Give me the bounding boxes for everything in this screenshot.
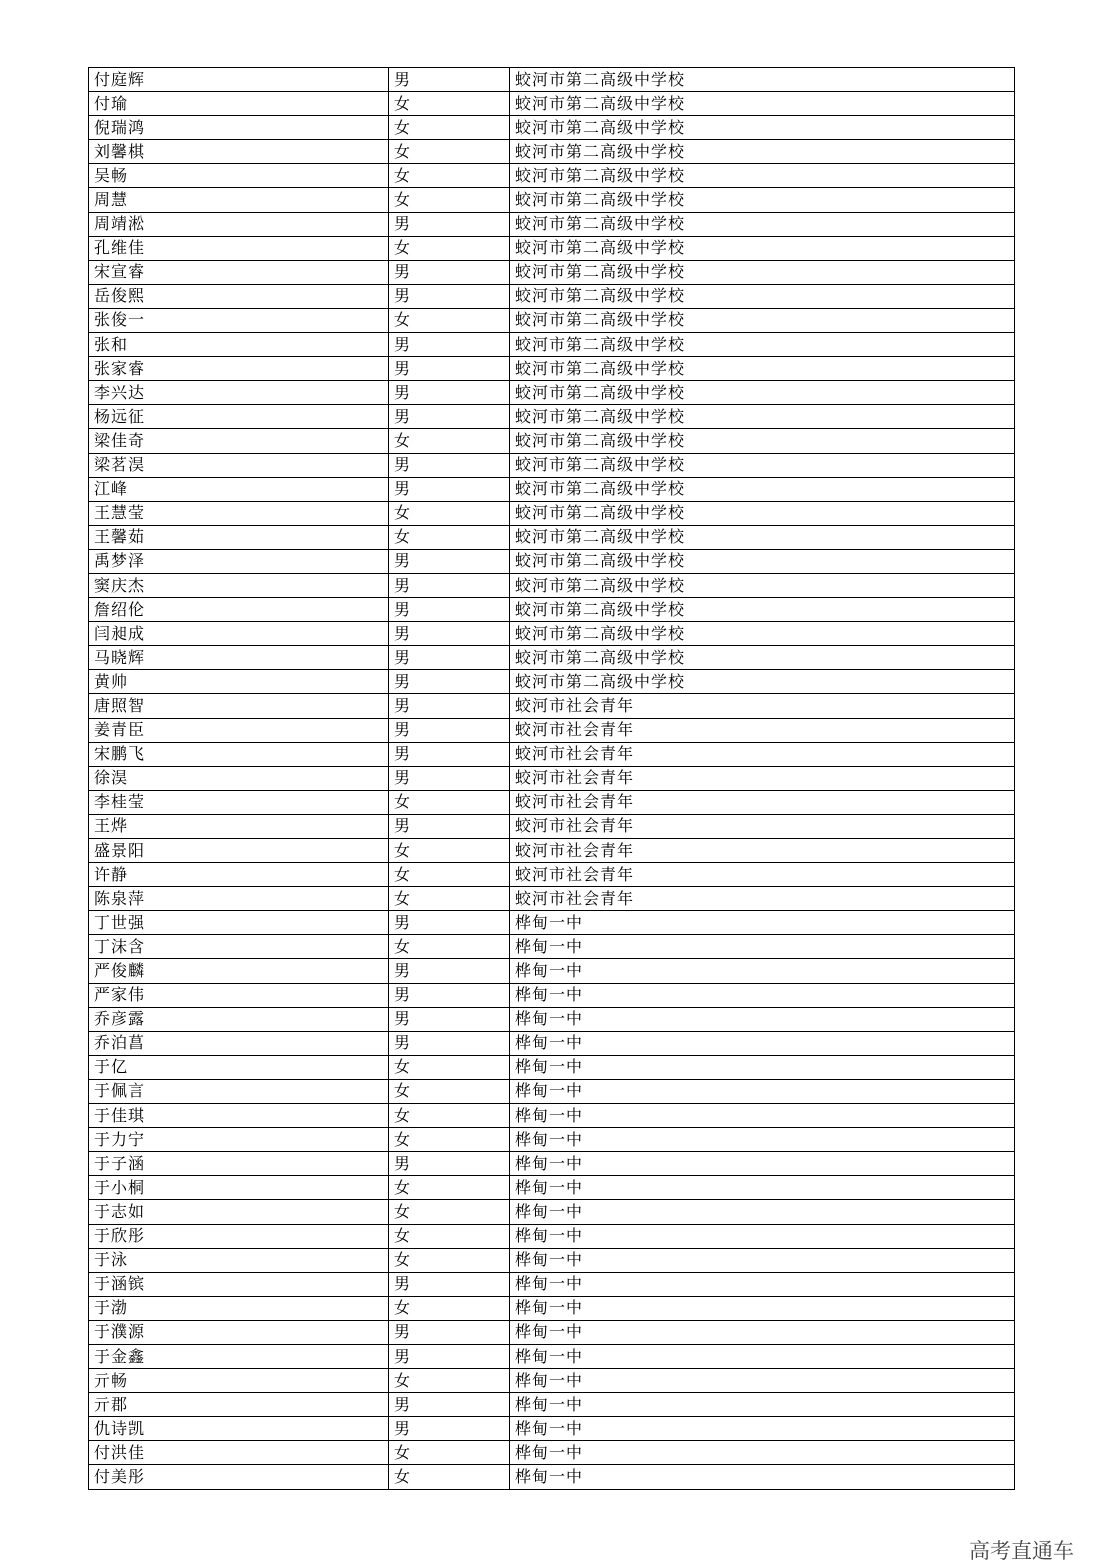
table-row xyxy=(89,1320,1015,1344)
name-cell: 岳俊熙 xyxy=(89,284,389,308)
name-cell: 吴畅 xyxy=(89,164,389,188)
table-row xyxy=(89,429,1015,453)
name-cell: 于泳 xyxy=(89,1248,389,1272)
gender-cell: 男 xyxy=(389,911,510,935)
table-row xyxy=(89,1248,1015,1272)
gender-cell: 男 xyxy=(389,766,510,790)
gender-cell: 女 xyxy=(389,1128,510,1152)
school-cell: 蛟河市第二高级中学校 xyxy=(510,357,1015,381)
school-cell: 桦甸一中 xyxy=(510,1465,1015,1489)
table-row xyxy=(89,525,1015,549)
gender-cell: 男 xyxy=(389,959,510,983)
name-cell: 周慧 xyxy=(89,188,389,212)
school-cell: 蛟河市第二高级中学校 xyxy=(510,549,1015,573)
name-cell: 亓畅 xyxy=(89,1369,389,1393)
gender-cell: 男 xyxy=(389,260,510,284)
gender-cell: 女 xyxy=(389,1224,510,1248)
school-cell: 蛟河市社会青年 xyxy=(510,718,1015,742)
school-cell: 蛟河市第二高级中学校 xyxy=(510,188,1015,212)
name-cell: 于涵镔 xyxy=(89,1272,389,1296)
name-cell: 杨远征 xyxy=(89,405,389,429)
table-row xyxy=(89,188,1015,212)
school-cell: 蛟河市第二高级中学校 xyxy=(510,308,1015,332)
gender-cell: 男 xyxy=(389,694,510,718)
table-row xyxy=(89,670,1015,694)
table-row xyxy=(89,1441,1015,1465)
school-cell: 蛟河市第二高级中学校 xyxy=(510,140,1015,164)
table-row xyxy=(89,236,1015,260)
school-cell: 蛟河市第二高级中学校 xyxy=(510,284,1015,308)
school-cell: 桦甸一中 xyxy=(510,1079,1015,1103)
name-cell: 严家伟 xyxy=(89,983,389,1007)
table-row xyxy=(89,357,1015,381)
table-row xyxy=(89,1465,1015,1489)
name-cell: 盛景阳 xyxy=(89,839,389,863)
school-cell: 桦甸一中 xyxy=(510,1369,1015,1393)
table-row xyxy=(89,260,1015,284)
table-row xyxy=(89,405,1015,429)
watermark-text: 高考直通车 xyxy=(969,1539,1074,1563)
school-cell: 蛟河市社会青年 xyxy=(510,694,1015,718)
table-row xyxy=(89,381,1015,405)
gender-cell: 女 xyxy=(389,236,510,260)
name-cell: 闫昶成 xyxy=(89,622,389,646)
table-row xyxy=(89,1128,1015,1152)
table-row xyxy=(89,911,1015,935)
table-row xyxy=(89,501,1015,525)
gender-cell: 男 xyxy=(389,1272,510,1296)
school-cell: 桦甸一中 xyxy=(510,1296,1015,1320)
gender-cell: 男 xyxy=(389,622,510,646)
gender-cell: 女 xyxy=(389,116,510,140)
name-cell: 王慧莹 xyxy=(89,501,389,525)
name-cell: 于濮源 xyxy=(89,1320,389,1344)
table-row xyxy=(89,68,1015,92)
school-cell: 桦甸一中 xyxy=(510,1007,1015,1031)
gender-cell: 女 xyxy=(389,935,510,959)
school-cell: 蛟河市第二高级中学校 xyxy=(510,116,1015,140)
gender-cell: 女 xyxy=(389,501,510,525)
school-cell: 桦甸一中 xyxy=(510,1272,1015,1296)
table-row xyxy=(89,212,1015,236)
school-cell: 蛟河市第二高级中学校 xyxy=(510,501,1015,525)
gender-cell: 男 xyxy=(389,814,510,838)
name-cell: 于亿 xyxy=(89,1055,389,1079)
name-cell: 于佳琪 xyxy=(89,1104,389,1128)
gender-cell: 女 xyxy=(389,188,510,212)
school-cell: 蛟河市社会青年 xyxy=(510,742,1015,766)
gender-cell: 女 xyxy=(389,1055,510,1079)
name-cell: 亓郡 xyxy=(89,1393,389,1417)
gender-cell: 男 xyxy=(389,284,510,308)
school-cell: 蛟河市社会青年 xyxy=(510,887,1015,911)
gender-cell: 女 xyxy=(389,1441,510,1465)
school-cell: 蛟河市第二高级中学校 xyxy=(510,573,1015,597)
school-cell: 桦甸一中 xyxy=(510,1248,1015,1272)
name-cell: 于力宁 xyxy=(89,1128,389,1152)
gender-cell: 男 xyxy=(389,1031,510,1055)
name-cell: 李桂莹 xyxy=(89,790,389,814)
school-cell: 蛟河市社会青年 xyxy=(510,790,1015,814)
name-cell: 姜青臣 xyxy=(89,718,389,742)
school-cell: 桦甸一中 xyxy=(510,1393,1015,1417)
gender-cell: 男 xyxy=(389,1344,510,1368)
name-cell: 严俊麟 xyxy=(89,959,389,983)
gender-cell: 男 xyxy=(389,670,510,694)
name-cell: 唐照智 xyxy=(89,694,389,718)
name-cell: 乔泊菖 xyxy=(89,1031,389,1055)
name-cell: 李兴达 xyxy=(89,381,389,405)
school-cell: 蛟河市社会青年 xyxy=(510,863,1015,887)
table-row xyxy=(89,1344,1015,1368)
table-row xyxy=(89,1417,1015,1441)
school-cell: 桦甸一中 xyxy=(510,1200,1015,1224)
school-cell: 桦甸一中 xyxy=(510,1176,1015,1200)
gender-cell: 男 xyxy=(389,1320,510,1344)
gender-cell: 女 xyxy=(389,1248,510,1272)
school-cell: 蛟河市社会青年 xyxy=(510,814,1015,838)
gender-cell: 女 xyxy=(389,525,510,549)
name-cell: 于志如 xyxy=(89,1200,389,1224)
gender-cell: 女 xyxy=(389,308,510,332)
name-cell: 徐淏 xyxy=(89,766,389,790)
school-cell: 蛟河市第二高级中学校 xyxy=(510,260,1015,284)
gender-cell: 女 xyxy=(389,140,510,164)
table-row xyxy=(89,694,1015,718)
table-row xyxy=(89,983,1015,1007)
table-row xyxy=(89,1079,1015,1103)
table-row xyxy=(89,887,1015,911)
table-row xyxy=(89,92,1015,116)
school-cell: 蛟河市第二高级中学校 xyxy=(510,477,1015,501)
table-row xyxy=(89,1369,1015,1393)
gender-cell: 男 xyxy=(389,718,510,742)
name-cell: 周靖淞 xyxy=(89,212,389,236)
name-cell: 宋鹏飞 xyxy=(89,742,389,766)
name-cell: 詹绍伦 xyxy=(89,598,389,622)
school-cell: 桦甸一中 xyxy=(510,1128,1015,1152)
name-cell: 付瑜 xyxy=(89,92,389,116)
name-cell: 付美彤 xyxy=(89,1465,389,1489)
gender-cell: 男 xyxy=(389,405,510,429)
table-row xyxy=(89,116,1015,140)
gender-cell: 男 xyxy=(389,477,510,501)
table-row xyxy=(89,164,1015,188)
table-row xyxy=(89,1104,1015,1128)
gender-cell: 女 xyxy=(389,1296,510,1320)
table-row xyxy=(89,140,1015,164)
name-cell: 窦庆杰 xyxy=(89,573,389,597)
table-row xyxy=(89,598,1015,622)
name-cell: 陈泉萍 xyxy=(89,887,389,911)
table-row xyxy=(89,1272,1015,1296)
name-cell: 张家睿 xyxy=(89,357,389,381)
roster-table xyxy=(88,67,1015,1490)
name-cell: 于子涵 xyxy=(89,1152,389,1176)
table-row xyxy=(89,477,1015,501)
table-row xyxy=(89,284,1015,308)
gender-cell: 女 xyxy=(389,1104,510,1128)
school-cell: 蛟河市第二高级中学校 xyxy=(510,525,1015,549)
gender-cell: 女 xyxy=(389,1079,510,1103)
name-cell: 黄帅 xyxy=(89,670,389,694)
gender-cell: 男 xyxy=(389,212,510,236)
table-row xyxy=(89,766,1015,790)
school-cell: 桦甸一中 xyxy=(510,935,1015,959)
table-row xyxy=(89,1296,1015,1320)
table-row xyxy=(89,333,1015,357)
gender-cell: 男 xyxy=(389,333,510,357)
table-row xyxy=(89,790,1015,814)
school-cell: 桦甸一中 xyxy=(510,1417,1015,1441)
name-cell: 于渤 xyxy=(89,1296,389,1320)
school-cell: 桦甸一中 xyxy=(510,959,1015,983)
gender-cell: 女 xyxy=(389,1176,510,1200)
name-cell: 江峰 xyxy=(89,477,389,501)
school-cell: 蛟河市第二高级中学校 xyxy=(510,622,1015,646)
gender-cell: 男 xyxy=(389,1152,510,1176)
table-row xyxy=(89,622,1015,646)
name-cell: 付庭辉 xyxy=(89,68,389,92)
name-cell: 马晓辉 xyxy=(89,646,389,670)
gender-cell: 男 xyxy=(389,742,510,766)
name-cell: 孔维佳 xyxy=(89,236,389,260)
school-cell: 桦甸一中 xyxy=(510,1104,1015,1128)
table-row xyxy=(89,863,1015,887)
table-row xyxy=(89,549,1015,573)
name-cell: 丁沫含 xyxy=(89,935,389,959)
gender-cell: 女 xyxy=(389,863,510,887)
name-cell: 倪瑞鸿 xyxy=(89,116,389,140)
school-cell: 桦甸一中 xyxy=(510,1344,1015,1368)
school-cell: 桦甸一中 xyxy=(510,1031,1015,1055)
gender-cell: 男 xyxy=(389,598,510,622)
school-cell: 桦甸一中 xyxy=(510,1152,1015,1176)
table-row xyxy=(89,308,1015,332)
table-row xyxy=(89,573,1015,597)
school-cell: 桦甸一中 xyxy=(510,983,1015,1007)
table-row xyxy=(89,1176,1015,1200)
name-cell: 于金鑫 xyxy=(89,1344,389,1368)
gender-cell: 女 xyxy=(389,1369,510,1393)
name-cell: 许静 xyxy=(89,863,389,887)
table-row xyxy=(89,1393,1015,1417)
table-row xyxy=(89,646,1015,670)
school-cell: 蛟河市第二高级中学校 xyxy=(510,212,1015,236)
name-cell: 于小桐 xyxy=(89,1176,389,1200)
table-row xyxy=(89,742,1015,766)
table-row xyxy=(89,1200,1015,1224)
name-cell: 张俊一 xyxy=(89,308,389,332)
school-cell: 蛟河市第二高级中学校 xyxy=(510,598,1015,622)
table-row xyxy=(89,1224,1015,1248)
table-row xyxy=(89,959,1015,983)
gender-cell: 男 xyxy=(389,1417,510,1441)
name-cell: 于佩言 xyxy=(89,1079,389,1103)
school-cell: 蛟河市第二高级中学校 xyxy=(510,670,1015,694)
table-row xyxy=(89,1152,1015,1176)
gender-cell: 女 xyxy=(389,429,510,453)
school-cell: 蛟河市第二高级中学校 xyxy=(510,333,1015,357)
gender-cell: 女 xyxy=(389,839,510,863)
table-row xyxy=(89,1007,1015,1031)
school-cell: 桦甸一中 xyxy=(510,1441,1015,1465)
school-cell: 蛟河市第二高级中学校 xyxy=(510,68,1015,92)
gender-cell: 女 xyxy=(389,887,510,911)
table-row xyxy=(89,935,1015,959)
gender-cell: 男 xyxy=(389,357,510,381)
table-row xyxy=(89,718,1015,742)
school-cell: 蛟河市第二高级中学校 xyxy=(510,453,1015,477)
school-cell: 蛟河市第二高级中学校 xyxy=(510,92,1015,116)
table-row xyxy=(89,814,1015,838)
roster-body xyxy=(89,68,1015,1490)
name-cell: 仇诗凯 xyxy=(89,1417,389,1441)
table-row xyxy=(89,453,1015,477)
name-cell: 乔彦露 xyxy=(89,1007,389,1031)
gender-cell: 女 xyxy=(389,1200,510,1224)
school-cell: 桦甸一中 xyxy=(510,911,1015,935)
school-cell: 蛟河市第二高级中学校 xyxy=(510,236,1015,260)
table-row xyxy=(89,1031,1015,1055)
name-cell: 梁茗淏 xyxy=(89,453,389,477)
name-cell: 张和 xyxy=(89,333,389,357)
name-cell: 王烨 xyxy=(89,814,389,838)
table-row xyxy=(89,1055,1015,1079)
school-cell: 蛟河市第二高级中学校 xyxy=(510,429,1015,453)
gender-cell: 男 xyxy=(389,983,510,1007)
name-cell: 宋宣睿 xyxy=(89,260,389,284)
gender-cell: 男 xyxy=(389,381,510,405)
gender-cell: 男 xyxy=(389,453,510,477)
table-row xyxy=(89,839,1015,863)
gender-cell: 男 xyxy=(389,573,510,597)
school-cell: 桦甸一中 xyxy=(510,1224,1015,1248)
school-cell: 桦甸一中 xyxy=(510,1055,1015,1079)
school-cell: 蛟河市第二高级中学校 xyxy=(510,164,1015,188)
gender-cell: 男 xyxy=(389,549,510,573)
name-cell: 梁佳奇 xyxy=(89,429,389,453)
school-cell: 蛟河市社会青年 xyxy=(510,839,1015,863)
gender-cell: 男 xyxy=(389,646,510,670)
gender-cell: 男 xyxy=(389,1393,510,1417)
gender-cell: 女 xyxy=(389,1465,510,1489)
school-cell: 蛟河市第二高级中学校 xyxy=(510,405,1015,429)
school-cell: 蛟河市社会青年 xyxy=(510,766,1015,790)
gender-cell: 女 xyxy=(389,790,510,814)
gender-cell: 男 xyxy=(389,68,510,92)
gender-cell: 女 xyxy=(389,164,510,188)
school-cell: 蛟河市第二高级中学校 xyxy=(510,381,1015,405)
name-cell: 丁世强 xyxy=(89,911,389,935)
gender-cell: 女 xyxy=(389,92,510,116)
school-cell: 桦甸一中 xyxy=(510,1320,1015,1344)
gender-cell: 男 xyxy=(389,1007,510,1031)
name-cell: 禹梦泽 xyxy=(89,549,389,573)
name-cell: 于欣彤 xyxy=(89,1224,389,1248)
name-cell: 刘馨棋 xyxy=(89,140,389,164)
name-cell: 王馨茹 xyxy=(89,525,389,549)
school-cell: 蛟河市第二高级中学校 xyxy=(510,646,1015,670)
name-cell: 付洪佳 xyxy=(89,1441,389,1465)
